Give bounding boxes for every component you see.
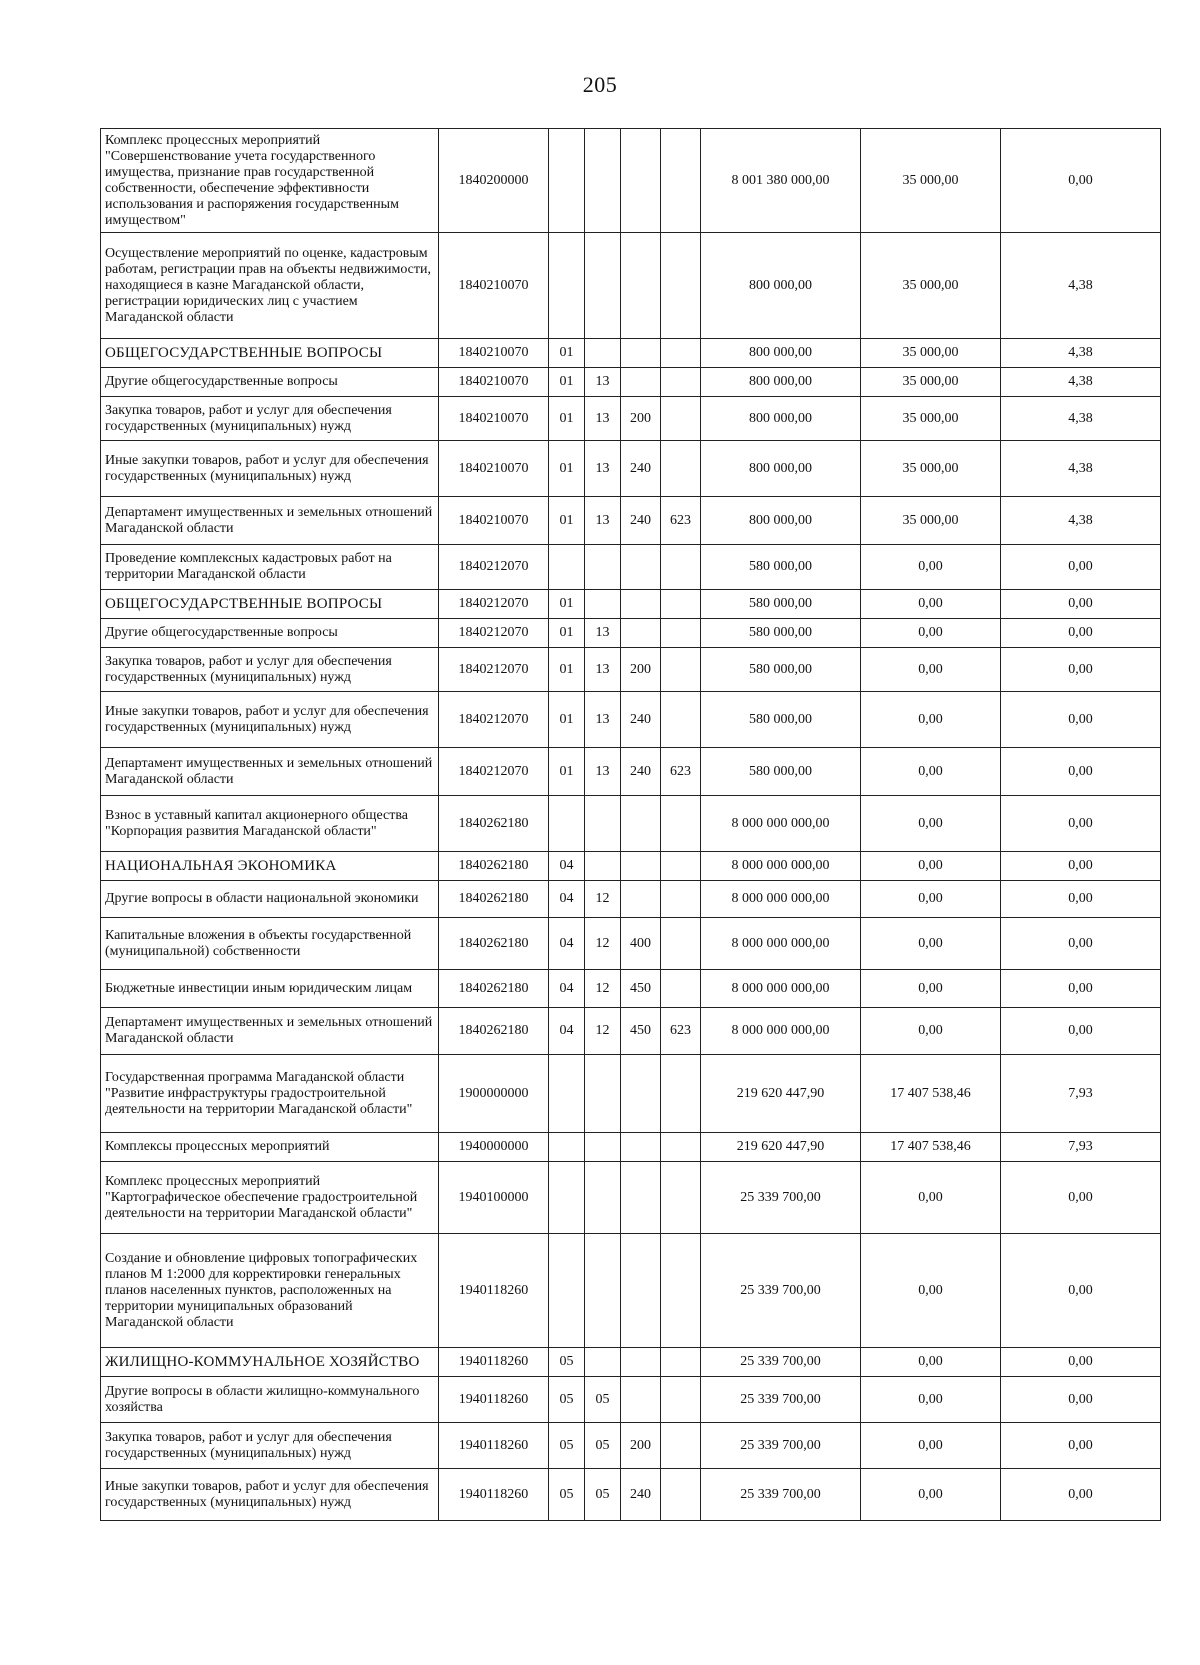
- row-expense-type: [621, 1234, 661, 1348]
- row-code: 1840210070: [439, 441, 549, 497]
- row-expense-type: [621, 852, 661, 881]
- row-percent: 0,00: [1001, 692, 1161, 748]
- row-section: [549, 796, 585, 852]
- row-subsection: 13: [585, 619, 621, 648]
- row-code: 1840210070: [439, 497, 549, 545]
- row-expense-type: 240: [621, 692, 661, 748]
- row-code: 1840262180: [439, 796, 549, 852]
- row-expense-type: [621, 1133, 661, 1162]
- row-percent: 0,00: [1001, 1234, 1161, 1348]
- row-plan-amount: 8 000 000 000,00: [701, 881, 861, 918]
- row-executed-amount: 35 000,00: [861, 497, 1001, 545]
- row-executed-amount: 17 407 538,46: [861, 1055, 1001, 1133]
- row-section: [549, 1234, 585, 1348]
- row-expense-type: 240: [621, 1469, 661, 1521]
- row-executed-amount: 35 000,00: [861, 441, 1001, 497]
- row-expense-type: 240: [621, 441, 661, 497]
- row-subsection: 05: [585, 1423, 621, 1469]
- row-percent: 0,00: [1001, 1348, 1161, 1377]
- row-admin-code: [661, 1377, 701, 1423]
- row-executed-amount: 35 000,00: [861, 233, 1001, 339]
- row-admin-code: [661, 441, 701, 497]
- row-admin-code: [661, 1055, 701, 1133]
- row-subsection: [585, 1162, 621, 1234]
- row-expense-type: 400: [621, 918, 661, 970]
- row-expense-type: [621, 1055, 661, 1133]
- row-admin-code: [661, 129, 701, 233]
- row-name: Другие общегосударственные вопросы: [101, 368, 439, 397]
- row-name: Государственная программа Магаданской области "Развитие инфраструктуры градостроительной деятельности на территории Магаданской области": [101, 1055, 439, 1133]
- row-executed-amount: 35 000,00: [861, 339, 1001, 368]
- row-executed-amount: 0,00: [861, 796, 1001, 852]
- table-row: [101, 1234, 1161, 1348]
- row-executed-amount: 17 407 538,46: [861, 1133, 1001, 1162]
- row-subsection: 05: [585, 1469, 621, 1521]
- row-code: 1840210070: [439, 233, 549, 339]
- row-executed-amount: 0,00: [861, 692, 1001, 748]
- row-section: 01: [549, 619, 585, 648]
- row-plan-amount: 8 000 000 000,00: [701, 1008, 861, 1055]
- row-plan-amount: 800 000,00: [701, 497, 861, 545]
- row-name: Бюджетные инвестиции иным юридическим лицам: [101, 970, 439, 1008]
- row-name: Комплекс процессных мероприятий "Совершенствование учета государственного имущества, признание прав государственной собственности, обеспечение эффективности использования и распоряжения государственным имуществом": [101, 129, 439, 233]
- table-row: [101, 852, 1161, 881]
- row-plan-amount: 25 339 700,00: [701, 1234, 861, 1348]
- row-code: 1900000000: [439, 1055, 549, 1133]
- row-executed-amount: 0,00: [861, 852, 1001, 881]
- row-admin-code: [661, 970, 701, 1008]
- row-plan-amount: 25 339 700,00: [701, 1469, 861, 1521]
- row-executed-amount: 0,00: [861, 1423, 1001, 1469]
- row-expense-type: [621, 1377, 661, 1423]
- row-section: 01: [549, 692, 585, 748]
- table-row: [101, 1469, 1161, 1521]
- row-name: ОБЩЕГОСУДАРСТВЕННЫЕ ВОПРОСЫ: [101, 339, 439, 368]
- row-admin-code: [661, 1469, 701, 1521]
- row-admin-code: [661, 545, 701, 590]
- row-code: 1840262180: [439, 852, 549, 881]
- row-percent: 0,00: [1001, 545, 1161, 590]
- row-plan-amount: 8 000 000 000,00: [701, 796, 861, 852]
- row-percent: 0,00: [1001, 1162, 1161, 1234]
- row-code: 1940118260: [439, 1348, 549, 1377]
- row-percent: 0,00: [1001, 1008, 1161, 1055]
- row-plan-amount: 219 620 447,90: [701, 1133, 861, 1162]
- row-percent: 0,00: [1001, 1469, 1161, 1521]
- table-row: [101, 497, 1161, 545]
- row-executed-amount: 35 000,00: [861, 397, 1001, 441]
- table-row: [101, 619, 1161, 648]
- row-name: Иные закупки товаров, работ и услуг для обеспечения государственных (муниципальных) нужд: [101, 1469, 439, 1521]
- row-section: [549, 1162, 585, 1234]
- row-name: Иные закупки товаров, работ и услуг для обеспечения государственных (муниципальных) нужд: [101, 692, 439, 748]
- table-row: [101, 1008, 1161, 1055]
- table-row: [101, 397, 1161, 441]
- row-plan-amount: 8 000 000 000,00: [701, 918, 861, 970]
- row-executed-amount: 0,00: [861, 748, 1001, 796]
- row-name: Создание и обновление цифровых топографических планов М 1:2000 для корректировки генеральных планов населенных пунктов, расположенных на территории муниципальных образований Магаданской области: [101, 1234, 439, 1348]
- row-section: 04: [549, 970, 585, 1008]
- page-number: 205: [582, 72, 618, 97]
- table-row: [101, 1423, 1161, 1469]
- row-plan-amount: 800 000,00: [701, 339, 861, 368]
- row-executed-amount: 0,00: [861, 1348, 1001, 1377]
- row-percent: 0,00: [1001, 619, 1161, 648]
- row-executed-amount: 0,00: [861, 1162, 1001, 1234]
- row-percent: 0,00: [1001, 590, 1161, 619]
- row-subsection: 13: [585, 497, 621, 545]
- row-expense-type: [621, 590, 661, 619]
- row-expense-type: 450: [621, 970, 661, 1008]
- row-name: Закупка товаров, работ и услуг для обеспечения государственных (муниципальных) нужд: [101, 1423, 439, 1469]
- row-executed-amount: 0,00: [861, 881, 1001, 918]
- table-row: [101, 233, 1161, 339]
- row-code: 1840262180: [439, 1008, 549, 1055]
- row-subsection: [585, 1234, 621, 1348]
- row-name: Другие вопросы в области национальной экономики: [101, 881, 439, 918]
- row-subsection: [585, 852, 621, 881]
- row-expense-type: 240: [621, 748, 661, 796]
- row-plan-amount: 580 000,00: [701, 648, 861, 692]
- row-code: 1840212070: [439, 619, 549, 648]
- row-code: 1840262180: [439, 881, 549, 918]
- table-row: [101, 368, 1161, 397]
- row-name: ЖИЛИЩНО-КОММУНАЛЬНОЕ ХОЗЯЙСТВО: [101, 1348, 439, 1377]
- row-section: 05: [549, 1469, 585, 1521]
- row-executed-amount: 0,00: [861, 1008, 1001, 1055]
- row-code: 1840200000: [439, 129, 549, 233]
- row-admin-code: 623: [661, 748, 701, 796]
- row-plan-amount: 580 000,00: [701, 748, 861, 796]
- row-subsection: 13: [585, 748, 621, 796]
- row-code: 1840262180: [439, 918, 549, 970]
- row-subsection: 13: [585, 397, 621, 441]
- row-expense-type: [621, 545, 661, 590]
- row-admin-code: [661, 397, 701, 441]
- row-code: 1940100000: [439, 1162, 549, 1234]
- row-name: Департамент имущественных и земельных отношений Магаданской области: [101, 748, 439, 796]
- table-row: [101, 1162, 1161, 1234]
- row-expense-type: 200: [621, 648, 661, 692]
- row-admin-code: [661, 368, 701, 397]
- row-admin-code: [661, 1348, 701, 1377]
- row-admin-code: 623: [661, 1008, 701, 1055]
- row-executed-amount: 0,00: [861, 970, 1001, 1008]
- table-row: [101, 441, 1161, 497]
- row-percent: 0,00: [1001, 970, 1161, 1008]
- row-subsection: 05: [585, 1377, 621, 1423]
- row-code: 1840210070: [439, 368, 549, 397]
- row-subsection: [585, 339, 621, 368]
- row-expense-type: [621, 796, 661, 852]
- row-executed-amount: 0,00: [861, 619, 1001, 648]
- row-section: 01: [549, 648, 585, 692]
- row-code: 1840212070: [439, 590, 549, 619]
- row-executed-amount: 0,00: [861, 545, 1001, 590]
- row-percent: 4,38: [1001, 233, 1161, 339]
- row-code: 1840212070: [439, 545, 549, 590]
- row-plan-amount: 219 620 447,90: [701, 1055, 861, 1133]
- row-plan-amount: 800 000,00: [701, 233, 861, 339]
- row-percent: 0,00: [1001, 648, 1161, 692]
- row-name: Закупка товаров, работ и услуг для обеспечения государственных (муниципальных) нужд: [101, 648, 439, 692]
- row-percent: 0,00: [1001, 748, 1161, 796]
- row-admin-code: [661, 1234, 701, 1348]
- row-section: 01: [549, 339, 585, 368]
- row-plan-amount: 8 000 000 000,00: [701, 852, 861, 881]
- row-subsection: [585, 1055, 621, 1133]
- row-percent: 0,00: [1001, 129, 1161, 233]
- row-subsection: 13: [585, 441, 621, 497]
- row-executed-amount: 0,00: [861, 648, 1001, 692]
- row-section: [549, 1055, 585, 1133]
- row-code: 1840210070: [439, 339, 549, 368]
- row-code: 1840212070: [439, 748, 549, 796]
- row-expense-type: [621, 233, 661, 339]
- row-executed-amount: 0,00: [861, 1469, 1001, 1521]
- table-row: [101, 648, 1161, 692]
- row-expense-type: 200: [621, 1423, 661, 1469]
- row-code: 1840210070: [439, 397, 549, 441]
- row-name: Осуществление мероприятий по оценке, кадастровым работам, регистрации прав на объекты недвижимости, находящиеся в казне Магаданской области, регистрации юридических лиц с участием Магаданской области: [101, 233, 439, 339]
- table-row: [101, 970, 1161, 1008]
- row-name: Проведение комплексных кадастровых работ на территории Магаданской области: [101, 545, 439, 590]
- row-admin-code: [661, 233, 701, 339]
- row-percent: 4,38: [1001, 368, 1161, 397]
- row-name: Другие общегосударственные вопросы: [101, 619, 439, 648]
- row-executed-amount: 35 000,00: [861, 368, 1001, 397]
- row-expense-type: [621, 619, 661, 648]
- row-section: 04: [549, 881, 585, 918]
- row-percent: 7,93: [1001, 1133, 1161, 1162]
- row-plan-amount: 580 000,00: [701, 692, 861, 748]
- row-section: [549, 545, 585, 590]
- row-admin-code: [661, 918, 701, 970]
- row-subsection: 12: [585, 881, 621, 918]
- row-subsection: [585, 590, 621, 619]
- row-plan-amount: 580 000,00: [701, 619, 861, 648]
- row-percent: 0,00: [1001, 918, 1161, 970]
- row-executed-amount: 0,00: [861, 1234, 1001, 1348]
- row-section: 01: [549, 590, 585, 619]
- row-plan-amount: 800 000,00: [701, 368, 861, 397]
- row-percent: 0,00: [1001, 852, 1161, 881]
- row-percent: 4,38: [1001, 497, 1161, 545]
- row-section: 01: [549, 368, 585, 397]
- row-percent: 0,00: [1001, 796, 1161, 852]
- row-executed-amount: 35 000,00: [861, 129, 1001, 233]
- table-row: [101, 545, 1161, 590]
- table-row: [101, 1377, 1161, 1423]
- row-code: 1940118260: [439, 1423, 549, 1469]
- row-percent: 0,00: [1001, 1377, 1161, 1423]
- row-admin-code: [661, 881, 701, 918]
- table-row: [101, 129, 1161, 233]
- table-row: [101, 1055, 1161, 1133]
- row-name: НАЦИОНАЛЬНАЯ ЭКОНОМИКА: [101, 852, 439, 881]
- row-name: ОБЩЕГОСУДАРСТВЕННЫЕ ВОПРОСЫ: [101, 590, 439, 619]
- table-row: [101, 339, 1161, 368]
- row-code: 1840262180: [439, 970, 549, 1008]
- row-section: 01: [549, 397, 585, 441]
- table-row: [101, 881, 1161, 918]
- row-section: 05: [549, 1377, 585, 1423]
- row-name: Комплексы процессных мероприятий: [101, 1133, 439, 1162]
- row-executed-amount: 0,00: [861, 1377, 1001, 1423]
- row-percent: 0,00: [1001, 1423, 1161, 1469]
- row-section: 04: [549, 918, 585, 970]
- table-row: [101, 918, 1161, 970]
- table-row: [101, 1133, 1161, 1162]
- row-name: Капитальные вложения в объекты государственной (муниципальной) собственности: [101, 918, 439, 970]
- row-expense-type: [621, 1162, 661, 1234]
- row-executed-amount: 0,00: [861, 590, 1001, 619]
- row-expense-type: [621, 1348, 661, 1377]
- row-admin-code: [661, 1162, 701, 1234]
- row-admin-code: [661, 590, 701, 619]
- row-section: 04: [549, 852, 585, 881]
- row-subsection: 12: [585, 918, 621, 970]
- row-executed-amount: 0,00: [861, 918, 1001, 970]
- table-row: [101, 590, 1161, 619]
- row-expense-type: [621, 368, 661, 397]
- row-expense-type: [621, 339, 661, 368]
- row-plan-amount: 580 000,00: [701, 545, 861, 590]
- row-subsection: [585, 1348, 621, 1377]
- table-body: [101, 129, 1161, 1521]
- row-percent: 0,00: [1001, 881, 1161, 918]
- row-subsection: [585, 233, 621, 339]
- row-code: 1940118260: [439, 1377, 549, 1423]
- row-percent: 4,38: [1001, 441, 1161, 497]
- row-plan-amount: 8 000 000 000,00: [701, 970, 861, 1008]
- row-plan-amount: 800 000,00: [701, 441, 861, 497]
- row-section: 01: [549, 497, 585, 545]
- table-row: [101, 796, 1161, 852]
- row-plan-amount: 25 339 700,00: [701, 1348, 861, 1377]
- row-plan-amount: 8 001 380 000,00: [701, 129, 861, 233]
- row-subsection: 12: [585, 1008, 621, 1055]
- row-admin-code: [661, 692, 701, 748]
- row-plan-amount: 800 000,00: [701, 397, 861, 441]
- row-admin-code: [661, 1423, 701, 1469]
- row-admin-code: 623: [661, 497, 701, 545]
- row-name: Департамент имущественных и земельных отношений Магаданской области: [101, 497, 439, 545]
- row-expense-type: [621, 129, 661, 233]
- table-row: [101, 692, 1161, 748]
- row-plan-amount: 580 000,00: [701, 590, 861, 619]
- row-subsection: 13: [585, 648, 621, 692]
- row-section: 04: [549, 1008, 585, 1055]
- row-admin-code: [661, 339, 701, 368]
- row-percent: 4,38: [1001, 397, 1161, 441]
- row-expense-type: 200: [621, 397, 661, 441]
- row-percent: 7,93: [1001, 1055, 1161, 1133]
- row-section: 05: [549, 1423, 585, 1469]
- table-row: [101, 1348, 1161, 1377]
- row-subsection: 13: [585, 368, 621, 397]
- row-code: 1840212070: [439, 692, 549, 748]
- row-code: 1840212070: [439, 648, 549, 692]
- row-subsection: [585, 545, 621, 590]
- row-admin-code: [661, 852, 701, 881]
- row-name: Комплекс процессных мероприятий "Картографическое обеспечение градостроительной деятельности на территории Магаданской области": [101, 1162, 439, 1234]
- row-section: 01: [549, 748, 585, 796]
- row-admin-code: [661, 1133, 701, 1162]
- row-code: 1940118260: [439, 1234, 549, 1348]
- row-expense-type: 240: [621, 497, 661, 545]
- row-name: Другие вопросы в области жилищно-коммунального хозяйства: [101, 1377, 439, 1423]
- row-name: Иные закупки товаров, работ и услуг для обеспечения государственных (муниципальных) нужд: [101, 441, 439, 497]
- row-expense-type: [621, 881, 661, 918]
- row-subsection: 12: [585, 970, 621, 1008]
- row-admin-code: [661, 796, 701, 852]
- table-row: [101, 748, 1161, 796]
- budget-table: [100, 128, 1161, 1521]
- row-section: [549, 1133, 585, 1162]
- row-plan-amount: 25 339 700,00: [701, 1162, 861, 1234]
- row-section: 01: [549, 441, 585, 497]
- row-code: 1940118260: [439, 1469, 549, 1521]
- row-expense-type: 450: [621, 1008, 661, 1055]
- row-subsection: 13: [585, 692, 621, 748]
- row-plan-amount: 25 339 700,00: [701, 1423, 861, 1469]
- row-name: Закупка товаров, работ и услуг для обеспечения государственных (муниципальных) нужд: [101, 397, 439, 441]
- row-subsection: [585, 1133, 621, 1162]
- row-name: Взнос в уставный капитал акционерного общества "Корпорация развития Магаданской области": [101, 796, 439, 852]
- row-subsection: [585, 129, 621, 233]
- row-percent: 4,38: [1001, 339, 1161, 368]
- row-plan-amount: 25 339 700,00: [701, 1377, 861, 1423]
- row-section: 05: [549, 1348, 585, 1377]
- row-section: [549, 233, 585, 339]
- row-admin-code: [661, 648, 701, 692]
- row-subsection: [585, 796, 621, 852]
- row-admin-code: [661, 619, 701, 648]
- row-section: [549, 129, 585, 233]
- row-name: Департамент имущественных и земельных отношений Магаданской области: [101, 1008, 439, 1055]
- row-code: 1940000000: [439, 1133, 549, 1162]
